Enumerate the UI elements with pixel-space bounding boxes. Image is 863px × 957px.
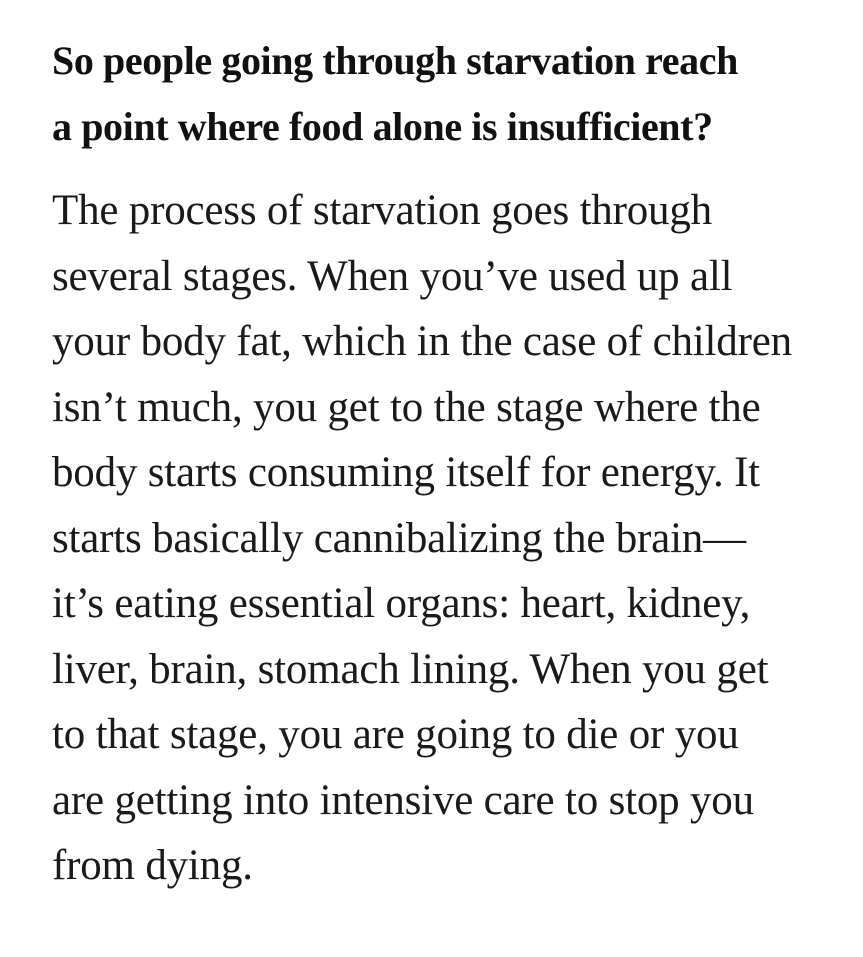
answer-line: liver, brain, stomach lining. When you get <box>52 645 769 693</box>
answer-line: your body fat, which in the case of children <box>52 318 792 365</box>
answer-line: isn’t much, you get to the stage where the <box>52 383 761 431</box>
answer-line: starts basically cannibalizing the brain— <box>52 514 746 562</box>
answer-line: it’s eating essential organs: heart, kidney, <box>52 580 751 627</box>
answer-line: body starts consuming itself for energy. It <box>52 449 760 496</box>
answer-line: The process of starvation goes through <box>52 187 712 234</box>
answer-line: from dying. <box>52 842 253 889</box>
answer-line: are getting into intensive care to stop you <box>52 776 754 824</box>
article-excerpt <box>52 28 832 899</box>
interview-question <box>52 28 832 160</box>
answer-line: to that stage, you are going to die or you <box>52 711 739 758</box>
question-line: a point where food alone is insufficient? <box>52 104 713 149</box>
answer-line: several stages. When you’ve used up all <box>52 252 733 300</box>
interview-answer <box>52 178 832 899</box>
question-line: So people going through starvation reach <box>52 38 738 83</box>
